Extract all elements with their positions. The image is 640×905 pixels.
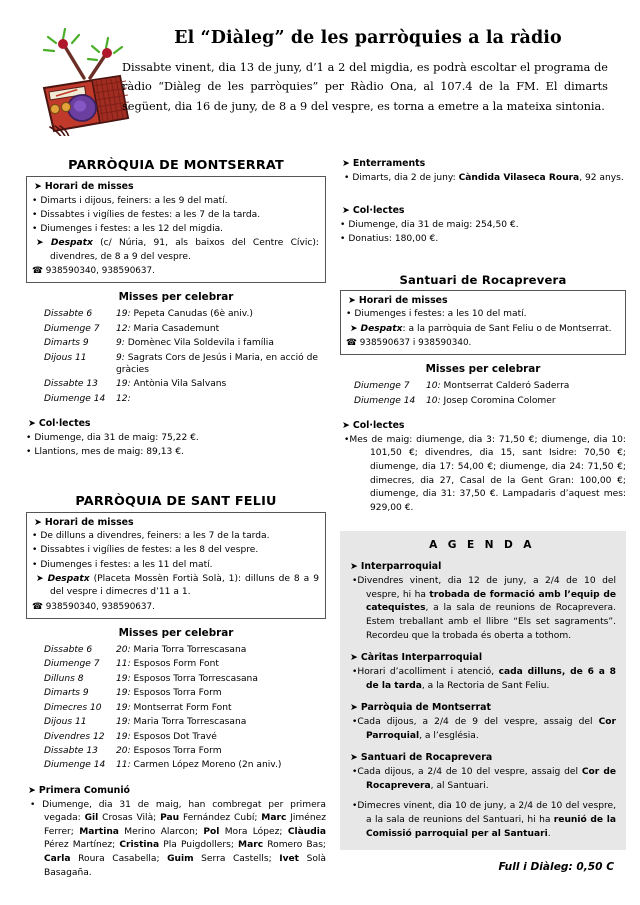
arrow-icon: ➤ (28, 418, 36, 430)
masthead-intro: Dissabte vinent, dia 13 de juny, d’1 a 2 del migdia, es podrà escoltar el programa de ràdio “Diàleg de les parròquies” per Ràdio Ona, al 107.4 de la FM. El dimarts següent, dia 16 de juny, de 8 a 9 del vespre, es torna a emetre a la mateixa sintonia. (122, 61, 608, 113)
phone-icon: ☎ (346, 338, 357, 349)
masthead-text (122, 28, 622, 116)
sant-feliu-title: PARRÒQUIA DE SANT FELIU (75, 493, 277, 509)
table-row: Dilluns 8 19: Esposos Torra Torrescasana (44, 673, 258, 684)
table-row: Diumenge 7 11: Esposos Form Font (44, 659, 219, 670)
agenda-entry: •Divendres vinent, dia 12 de juny, a 2/4 de 10 del vespre, hi ha trobada de formació amb l’equip de catequistes, a la sala de reunions de Rocaprevera. Estem treballant amb el llibre “Els set sagraments”. Recordeu que la trobada és oberta a tothom. (352, 576, 616, 641)
sant-feliu-phone: ☎ 938590340, 938590637. (32, 601, 155, 612)
arrow-icon: ➤ (348, 294, 356, 306)
office-text: : a la parròquia de Sant Feliu o de Montserrat. (402, 323, 612, 334)
arrow-icon: ➤ (34, 516, 42, 528)
arrow-icon: ➤ (28, 784, 36, 796)
table-row: Divendres 12 19: Esposos Dot Travé (44, 731, 217, 742)
table-row: Dissabte 6 19: Pepeta Canudas (6è aniv.) (44, 309, 253, 320)
bullet-icon: • (26, 432, 32, 443)
table-row: Dijous 11 19: Maria Torra Torrescasana (44, 717, 247, 728)
phone-icon: ☎ (32, 266, 43, 277)
rocaprevera-masses-heading: Misses per celebrar (425, 363, 541, 376)
arrow-icon: ➤ (36, 238, 44, 249)
arrow-icon: ➤ (342, 158, 350, 169)
right-column (340, 158, 626, 880)
table-row: Dimecres 10 19: Montserrat Form Font (44, 702, 232, 713)
sant-feliu-masses-table (26, 643, 326, 773)
collections-heading: ➤ Col·lectes (342, 419, 405, 431)
burial-entry: • Dimarts, dia 2 de juny: Càndida Vilaseca Roura, 92 anys. (344, 172, 624, 183)
rocaprevera-office (346, 323, 619, 337)
montserrat-phone: ☎ 938590340, 938590637. (32, 266, 155, 277)
bullet-icon: • (340, 234, 346, 245)
burials-heading: ➤ Enterraments (342, 158, 426, 169)
agenda-entry: •Cada dijous, a 2/4 de 9 del vespre, assaig del Cor Parroquial, a l’església. (352, 717, 616, 741)
collections-text: •Mes de maig: diumenge, dia 3: 71,50 €; diumenge, dia 10: 101,50 €; divendres, dia 15, sant Isidre: 70,50 €; diumenge, dia 17: 54,00 €; diumenge, dia 24: 71,50 €; dimecres, dia 27, Casal de la Gent Gran: 100,00 €; diumenge, dia 31: 37,50 €. Lampadaris d’aquest mes: 929,00 €. (344, 434, 626, 513)
montserrat-infobox (26, 176, 326, 283)
agenda-group (348, 561, 616, 643)
montserrat-masses-table (26, 307, 326, 406)
rocaprevera-collections (340, 420, 626, 516)
rocaprevera-phone: ☎ 938590637 i 938590340. (346, 338, 472, 349)
agenda-panel (340, 531, 626, 850)
bullet-icon: • (352, 766, 358, 777)
rocaprevera-schedule-heading: ➤ Horari de misses (348, 294, 448, 306)
bullet-icon: • (32, 545, 38, 556)
sant-feliu-infobox (26, 512, 326, 619)
agenda-group (348, 702, 616, 743)
table-row: Diumenge 7 10: Montserrat Calderó Saderra (354, 381, 570, 392)
table-row: Dimarts 9 9: Domènec Vila Soldevila i família (44, 338, 274, 349)
collection-item: • Diumenge, dia 31 de maig: 254,50 €. (340, 220, 519, 231)
masthead (0, 0, 640, 130)
office-label: Despatx (50, 238, 93, 249)
arrow-icon: ➤ (350, 702, 358, 714)
agenda-group (348, 652, 616, 693)
page-title: El “Diàleg” de les parròquies a la ràdio (174, 28, 562, 48)
bullet-icon: • (30, 799, 36, 810)
content-columns (0, 158, 640, 880)
schedule-item: • De dilluns a divendres, feiners: a les 7 de la tarda. (32, 531, 270, 542)
table-row: Dissabte 6 20: Maria Torra Torrescasana (44, 644, 247, 655)
section-burials (340, 158, 626, 185)
agenda-entry: •Horari d’acolliment i atenció, cada dilluns, de 6 a 8 de la tarda, a la Rectoria de Sant Feliu. (352, 667, 616, 691)
left-column (26, 158, 326, 880)
arrow-icon: ➤ (342, 419, 350, 431)
bullet-icon: • (32, 209, 38, 220)
montserrat-title: PARRÒQUIA DE MONTSERRAT (68, 158, 284, 173)
montserrat-schedule-heading: ➤ Horari de misses (34, 181, 134, 192)
agenda-group-heading: ➤ Interparroquial (350, 561, 442, 573)
arrow-icon: ➤ (342, 205, 350, 217)
agenda-group-heading: ➤ Càritas Interparroquial (350, 652, 483, 664)
section-rocaprevera (340, 273, 626, 516)
collection-item: • Diumenge, dia 31 de maig: 75,22 €. (26, 432, 199, 443)
bullet-icon: • (352, 801, 358, 812)
sant-feliu-schedule-heading: ➤ Horari de misses (34, 516, 134, 528)
first-communion (26, 785, 326, 881)
agenda-entry: •Dimecres vinent, dia 10 de juny, a 2/4 de 10 del vespre, a la sala de reunions del Santuari, hi ha reunió de la Comissió parroquial per al Santuari. (352, 801, 616, 839)
collection-item: • Llantions, mes de maig: 89,13 €. (26, 446, 184, 457)
rocaprevera-infobox (340, 290, 626, 355)
bullet-icon: • (340, 220, 346, 231)
bullet-icon: • (344, 172, 350, 183)
schedule-item: • Dissabtes i vigílies de festes: a les 8 del vespre. (32, 545, 259, 556)
rocaprevera-masses-table (340, 379, 626, 408)
office-label: Despatx (360, 323, 403, 334)
right-collections-heading: ➤ Col·lectes (342, 205, 405, 217)
arrow-icon: ➤ (350, 652, 358, 664)
section-montserrat (26, 158, 326, 460)
section-right-collections (340, 205, 626, 246)
section-sant-feliu (26, 494, 326, 881)
table-row: Dijous 11 9: Sagrats Cors de Jesús i Maria, en acció de gràcies (44, 352, 318, 375)
office-label: Despatx (47, 573, 90, 584)
bullet-icon: • (32, 559, 38, 570)
schedule-item: • Dissabtes i vigílies de festes: a les 7 de la tarda. (32, 209, 261, 220)
bullet-icon: • (352, 717, 358, 727)
bullet-icon: • (352, 667, 358, 678)
table-row: Dissabte 13 19: Antònia Vila Salvans (44, 379, 227, 390)
footer-price: Full i Diàleg: 0,50 C (498, 861, 614, 873)
montserrat-masses-heading: Misses per celebrar (118, 291, 234, 304)
agenda-title: A G E N D A (429, 539, 535, 552)
bullet-icon: • (32, 223, 38, 234)
office-text: (c/ Núria, 91, als baixos del Centre Cívic): divendres, de 8 a 9 del vespre. (50, 238, 319, 262)
arrow-icon: ➤ (350, 323, 358, 334)
table-row: Diumenge 7 12: Maria Casademunt (44, 323, 220, 334)
montserrat-collections (26, 418, 326, 459)
bullet-icon: • (32, 531, 38, 542)
table-row: Diumenge 14 11: Carmen López Moreno (2n aniv.) (44, 760, 282, 771)
office-text: (Placeta Mossèn Fortià Solà, 1): dilluns de 8 a 9 del vespre i dimecres d’11 a 1. (50, 573, 319, 598)
rocaprevera-title: Santuari de Rocaprevera (399, 272, 567, 287)
schedule-item: • Diumenges i festes: a les 12 del migdia. (32, 223, 224, 234)
communion-heading: ➤ Primera Comunió (28, 784, 131, 796)
collections-heading: ➤ Col·lectes (28, 418, 91, 430)
bullet-icon: • (352, 576, 358, 587)
agenda-entry: •Cada dijous, a 2/4 de 10 del vespre, assaig del Cor de Rocaprevera, al Santuari. (352, 766, 616, 791)
arrow-icon: ➤ (350, 752, 358, 764)
table-row: Dimarts 9 19: Esposos Torra Form (44, 688, 222, 699)
table-row: Diumenge 14 10: Josep Coromina Colomer (354, 395, 556, 406)
agenda-group-heading: ➤ Santuari de Rocaprevera (350, 752, 493, 764)
arrow-icon: ➤ (34, 181, 42, 192)
agenda-group-heading: ➤ Parròquia de Montserrat (350, 702, 491, 714)
montserrat-office (32, 237, 319, 264)
arrow-icon: ➤ (350, 561, 358, 573)
arrow-icon: ➤ (36, 573, 44, 584)
phone-icon: ☎ (32, 601, 43, 612)
communion-text: • Diumenge, dia 31 de maig, han combregat per primera vegada: Gil Crosas Vilà; Pau Fernández Cubí; Marc Jiménez Ferrer; Martina Merino Alarcon; Pol Mora López; Clàudia Pérez Martínez; Cristina Pla Puigdollers; Marc Romero Bas; Carla Roura Casabella; Guim Serra Castells; Ivet Solà Basagaña. (30, 799, 327, 878)
agenda-group (348, 752, 616, 841)
sant-feliu-masses-heading: Misses per celebrar (118, 626, 234, 639)
table-row: Dissabte 13 20: Esposos Torra Form (44, 746, 222, 756)
schedule-item: • Diumenges i festes: a les 10 del matí. (346, 309, 527, 320)
table-row: Diumenge 14 12: (44, 393, 131, 404)
sant-feliu-office (32, 573, 319, 600)
bullet-icon: • (346, 309, 352, 320)
collection-item: • Donatius: 180,00 €. (340, 234, 439, 245)
bullet-icon: • (344, 434, 350, 445)
schedule-item: • Diumenges i festes: a les 11 del matí. (32, 559, 213, 570)
bullet-icon: • (32, 195, 38, 206)
bullet-icon: • (26, 446, 32, 457)
schedule-item: • Dimarts i dijous, feiners: a les 9 del matí. (32, 195, 228, 206)
